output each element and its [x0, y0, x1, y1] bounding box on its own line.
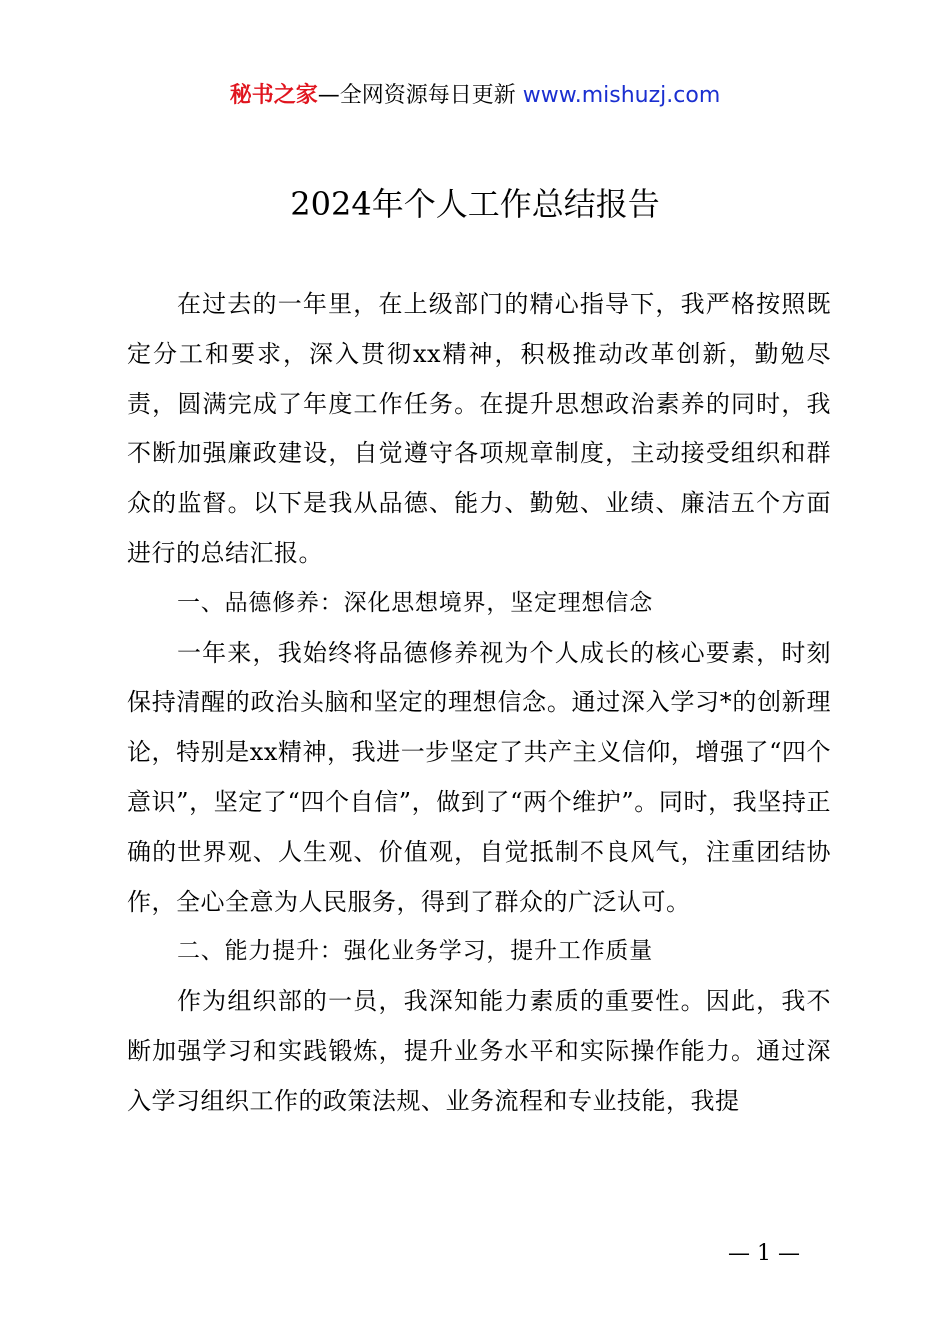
section-heading-2: 二、能力提升：强化业务学习，提升工作质量	[177, 938, 653, 965]
site-header	[0, 80, 950, 112]
paragraph-section-2: 作为组织部的一员，我深知能力素质的重要性。因此，我不断加强学习和实践锻炼，提升业务水平和实际操作能力。通过深入学习组织工作的政策法规、业务流程和专业技能，我提	[127, 987, 831, 1115]
site-tagline: —全网资源每日更新	[317, 83, 523, 108]
section-heading-1: 一、品德修养：深化思想境界，坚定理想信念	[177, 589, 653, 616]
document-body	[127, 280, 831, 1127]
paragraph-intro: 在过去的一年里，在上级部门的精心指导下，我严格按照既定分工和要求，深入贯彻xx精神，积极推动改革创新，勤勉尽责，圆满完成了年度工作任务。在提升思想政治素养的同时，我不断加强廉政建设，自觉遵守各项规章制度，主动接受组织和群众的监督。以下是我从品德、能力、勤勉、业绩、廉洁五个方面进行的总结汇报。	[127, 290, 831, 567]
paragraph-section-1: 一年来，我始终将品德修养视为个人成长的核心要素，时刻保持清醒的政治头脑和坚定的理想信念。通过深入学习*的创新理论，特别是xx精神，我进一步坚定了共产主义信仰，增强了“四个意识”，坚定了“四个自信”，做到了“两个维护”。同时，我坚持正确的世界观、人生观、价值观，自觉抵制不良风气，注重团结协作，全心全意为人民服务，得到了群众的广泛认可。	[127, 638, 831, 916]
page-number: — 1 —	[728, 1241, 800, 1266]
site-url[interactable]: www.mishuzj.com	[522, 83, 721, 108]
document-title: 2024年个人工作总结报告	[290, 185, 660, 223]
site-brand: 秘书之家	[229, 83, 318, 108]
